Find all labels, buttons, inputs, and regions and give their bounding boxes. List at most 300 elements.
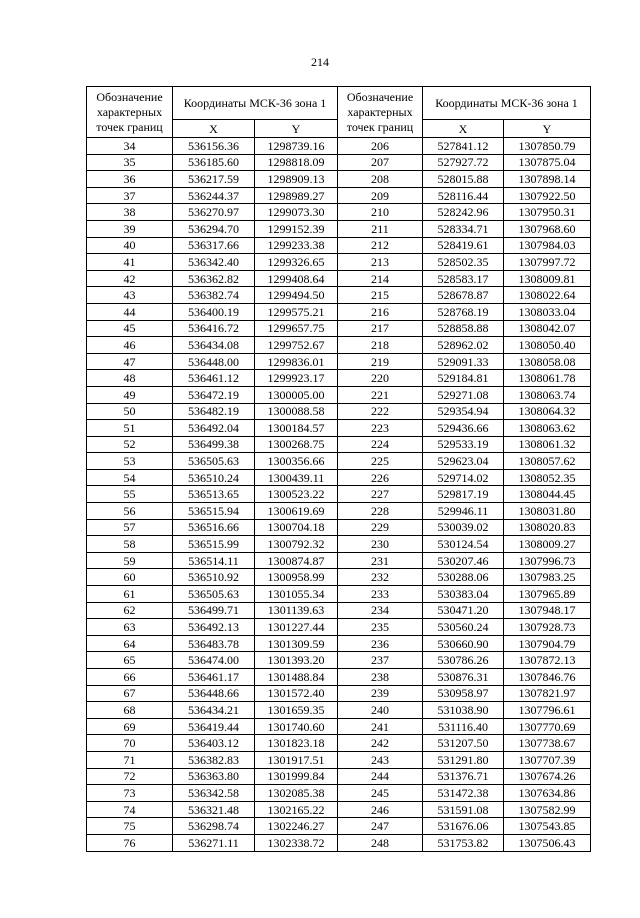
cell-y-right: 1308057.62 xyxy=(504,453,591,470)
cell-y-right: 1308022.64 xyxy=(504,287,591,304)
cell-x-left: 536271.11 xyxy=(173,834,255,851)
cell-x-left: 536474.00 xyxy=(173,652,255,669)
cell-x-left: 536510.92 xyxy=(173,569,255,586)
cell-y-right: 1308063.74 xyxy=(504,386,591,403)
cell-x-left: 536434.21 xyxy=(173,702,255,719)
cell-point-left: 47 xyxy=(87,353,173,370)
cell-y-left: 1301823.18 xyxy=(255,735,338,752)
cell-x-left: 536515.99 xyxy=(173,536,255,553)
cell-x-right: 530207.46 xyxy=(423,552,504,569)
cell-y-right: 1308009.27 xyxy=(504,536,591,553)
table-row xyxy=(87,619,591,636)
cell-point-right: 218 xyxy=(338,337,423,354)
cell-y-right: 1308063.62 xyxy=(504,420,591,437)
cell-point-left: 65 xyxy=(87,652,173,669)
cell-y-right: 1307707.39 xyxy=(504,751,591,768)
cell-y-left: 1301393.20 xyxy=(255,652,338,669)
cell-point-right: 241 xyxy=(338,718,423,735)
cell-x-left: 536434.08 xyxy=(173,337,255,354)
cell-point-left: 75 xyxy=(87,818,173,835)
cell-point-left: 64 xyxy=(87,635,173,652)
cell-y-left: 1299073.30 xyxy=(255,204,338,221)
table-row xyxy=(87,735,591,752)
cell-y-right: 1308064.32 xyxy=(504,403,591,420)
cell-y-left: 1302085.38 xyxy=(255,785,338,802)
cell-x-left: 536482.19 xyxy=(173,403,255,420)
cell-y-right: 1307850.79 xyxy=(504,138,591,155)
cell-point-right: 225 xyxy=(338,453,423,470)
cell-x-left: 536448.00 xyxy=(173,353,255,370)
cell-point-left: 68 xyxy=(87,702,173,719)
cell-x-right: 527927.72 xyxy=(423,154,504,171)
cell-y-right: 1307898.14 xyxy=(504,171,591,188)
cell-y-left: 1300356.66 xyxy=(255,453,338,470)
cell-point-left: 63 xyxy=(87,619,173,636)
cell-x-right: 531207.50 xyxy=(423,735,504,752)
table-row xyxy=(87,635,591,652)
cell-y-left: 1301740.60 xyxy=(255,718,338,735)
cell-x-right: 527841.12 xyxy=(423,138,504,155)
cell-x-right: 528419.61 xyxy=(423,237,504,254)
cell-y-right: 1307634.86 xyxy=(504,785,591,802)
header-y-left: Y xyxy=(255,120,338,138)
cell-x-right: 528858.88 xyxy=(423,320,504,337)
table-body xyxy=(87,138,591,852)
header-point-left: Обозначение характерных точек границ xyxy=(87,87,173,138)
cell-point-right: 246 xyxy=(338,801,423,818)
header-y-right: Y xyxy=(504,120,591,138)
cell-x-left: 536321.48 xyxy=(173,801,255,818)
table-row xyxy=(87,138,591,155)
cell-point-right: 223 xyxy=(338,420,423,437)
cell-point-left: 49 xyxy=(87,386,173,403)
header-x-left: X xyxy=(173,120,255,138)
cell-y-left: 1299575.21 xyxy=(255,303,338,320)
cell-y-right: 1308031.80 xyxy=(504,503,591,520)
cell-y-left: 1302246.27 xyxy=(255,818,338,835)
cell-x-left: 536403.12 xyxy=(173,735,255,752)
cell-x-left: 536156.36 xyxy=(173,138,255,155)
cell-point-right: 226 xyxy=(338,469,423,486)
cell-x-right: 531038.90 xyxy=(423,702,504,719)
cell-y-left: 1298739.16 xyxy=(255,138,338,155)
cell-y-left: 1299494.50 xyxy=(255,287,338,304)
table-row xyxy=(87,320,591,337)
cell-y-right: 1308033.04 xyxy=(504,303,591,320)
cell-x-left: 536342.58 xyxy=(173,785,255,802)
cell-point-right: 239 xyxy=(338,685,423,702)
table-row xyxy=(87,818,591,835)
cell-x-right: 531472.38 xyxy=(423,785,504,802)
cell-point-right: 235 xyxy=(338,619,423,636)
cell-y-left: 1301139.63 xyxy=(255,602,338,619)
cell-x-right: 528768.19 xyxy=(423,303,504,320)
cell-point-right: 243 xyxy=(338,751,423,768)
cell-x-right: 529714.02 xyxy=(423,469,504,486)
cell-y-left: 1301055.34 xyxy=(255,586,338,603)
cell-point-left: 35 xyxy=(87,154,173,171)
table-row xyxy=(87,171,591,188)
cell-x-left: 536270.97 xyxy=(173,204,255,221)
table-row xyxy=(87,519,591,536)
cell-y-right: 1307948.17 xyxy=(504,602,591,619)
cell-y-left: 1299836.01 xyxy=(255,353,338,370)
cell-x-right: 531116.40 xyxy=(423,718,504,735)
cell-x-right: 529946.11 xyxy=(423,503,504,520)
cell-x-left: 536499.71 xyxy=(173,602,255,619)
cell-y-right: 1307983.25 xyxy=(504,569,591,586)
table-row xyxy=(87,270,591,287)
cell-point-right: 221 xyxy=(338,386,423,403)
cell-x-left: 536492.13 xyxy=(173,619,255,636)
cell-x-right: 531753.82 xyxy=(423,834,504,851)
cell-y-left: 1299152.39 xyxy=(255,220,338,237)
cell-x-right: 528678.87 xyxy=(423,287,504,304)
cell-point-right: 232 xyxy=(338,569,423,586)
cell-x-right: 528962.02 xyxy=(423,337,504,354)
table-row xyxy=(87,751,591,768)
cell-point-right: 207 xyxy=(338,154,423,171)
cell-x-right: 529817.19 xyxy=(423,486,504,503)
cell-point-left: 61 xyxy=(87,586,173,603)
cell-point-right: 220 xyxy=(338,370,423,387)
cell-point-left: 58 xyxy=(87,536,173,553)
cell-y-left: 1300792.32 xyxy=(255,536,338,553)
cell-point-right: 211 xyxy=(338,220,423,237)
cell-x-right: 529184.81 xyxy=(423,370,504,387)
cell-point-left: 71 xyxy=(87,751,173,768)
cell-point-right: 214 xyxy=(338,270,423,287)
table-row xyxy=(87,785,591,802)
cell-x-left: 536492.04 xyxy=(173,420,255,437)
cell-y-left: 1300005.00 xyxy=(255,386,338,403)
cell-point-right: 237 xyxy=(338,652,423,669)
cell-x-left: 536472.19 xyxy=(173,386,255,403)
cell-y-right: 1307950.31 xyxy=(504,204,591,221)
header-coords-left: Координаты МСК-36 зона 1 xyxy=(173,87,338,120)
table-row xyxy=(87,287,591,304)
cell-y-right: 1308020.83 xyxy=(504,519,591,536)
cell-y-right: 1307770.69 xyxy=(504,718,591,735)
cell-point-left: 36 xyxy=(87,171,173,188)
cell-y-right: 1307928.73 xyxy=(504,619,591,636)
cell-y-left: 1300088.58 xyxy=(255,403,338,420)
table-row xyxy=(87,187,591,204)
cell-y-right: 1308052.35 xyxy=(504,469,591,486)
table-row xyxy=(87,503,591,520)
cell-y-left: 1299408.64 xyxy=(255,270,338,287)
cell-x-left: 536362.82 xyxy=(173,270,255,287)
cell-point-left: 46 xyxy=(87,337,173,354)
cell-point-right: 230 xyxy=(338,536,423,553)
cell-x-left: 536483.78 xyxy=(173,635,255,652)
cell-x-left: 536317.66 xyxy=(173,237,255,254)
cell-y-right: 1307821.97 xyxy=(504,685,591,702)
cell-x-left: 536363.80 xyxy=(173,768,255,785)
cell-point-left: 55 xyxy=(87,486,173,503)
cell-y-right: 1308061.78 xyxy=(504,370,591,387)
cell-point-left: 42 xyxy=(87,270,173,287)
cell-x-left: 536448.66 xyxy=(173,685,255,702)
cell-y-left: 1302338.72 xyxy=(255,834,338,851)
cell-point-left: 39 xyxy=(87,220,173,237)
cell-x-right: 530560.24 xyxy=(423,619,504,636)
cell-y-right: 1308042.07 xyxy=(504,320,591,337)
cell-point-left: 60 xyxy=(87,569,173,586)
cell-point-right: 238 xyxy=(338,669,423,686)
cell-point-left: 51 xyxy=(87,420,173,437)
table-row xyxy=(87,768,591,785)
cell-x-right: 530288.06 xyxy=(423,569,504,586)
cell-point-right: 244 xyxy=(338,768,423,785)
cell-y-left: 1298818.09 xyxy=(255,154,338,171)
cell-y-right: 1307875.04 xyxy=(504,154,591,171)
cell-y-left: 1300268.75 xyxy=(255,436,338,453)
cell-x-left: 536461.12 xyxy=(173,370,255,387)
cell-y-left: 1300958.99 xyxy=(255,569,338,586)
cell-point-left: 73 xyxy=(87,785,173,802)
cell-x-left: 536514.11 xyxy=(173,552,255,569)
cell-x-left: 536461.17 xyxy=(173,669,255,686)
cell-point-left: 52 xyxy=(87,436,173,453)
cell-point-right: 227 xyxy=(338,486,423,503)
cell-x-left: 536515.94 xyxy=(173,503,255,520)
cell-x-left: 536510.24 xyxy=(173,469,255,486)
cell-y-left: 1299657.75 xyxy=(255,320,338,337)
table-row xyxy=(87,669,591,686)
cell-x-right: 528116.44 xyxy=(423,187,504,204)
cell-point-right: 210 xyxy=(338,204,423,221)
cell-point-right: 217 xyxy=(338,320,423,337)
cell-x-right: 529354.94 xyxy=(423,403,504,420)
cell-point-left: 48 xyxy=(87,370,173,387)
table-row xyxy=(87,469,591,486)
cell-x-right: 530039.02 xyxy=(423,519,504,536)
cell-x-left: 536499.38 xyxy=(173,436,255,453)
cell-y-right: 1307904.79 xyxy=(504,635,591,652)
table-row xyxy=(87,702,591,719)
cell-x-left: 536382.83 xyxy=(173,751,255,768)
cell-y-left: 1300874.87 xyxy=(255,552,338,569)
cell-x-left: 536294.70 xyxy=(173,220,255,237)
cell-point-right: 209 xyxy=(338,187,423,204)
cell-x-right: 531376.71 xyxy=(423,768,504,785)
cell-x-right: 529091.33 xyxy=(423,353,504,370)
cell-y-right: 1307872.13 xyxy=(504,652,591,669)
header-coords-right: Координаты МСК-36 зона 1 xyxy=(423,87,591,120)
cell-y-right: 1308058.08 xyxy=(504,353,591,370)
cell-x-right: 531591.08 xyxy=(423,801,504,818)
cell-x-right: 530786.26 xyxy=(423,652,504,669)
cell-y-right: 1307922.50 xyxy=(504,187,591,204)
cell-point-left: 34 xyxy=(87,138,173,155)
table-row xyxy=(87,536,591,553)
cell-point-right: 208 xyxy=(338,171,423,188)
cell-x-left: 536342.40 xyxy=(173,254,255,271)
cell-point-left: 67 xyxy=(87,685,173,702)
cell-x-left: 536298.74 xyxy=(173,818,255,835)
cell-point-left: 76 xyxy=(87,834,173,851)
cell-x-left: 536185.60 xyxy=(173,154,255,171)
cell-y-left: 1300704.18 xyxy=(255,519,338,536)
cell-point-left: 45 xyxy=(87,320,173,337)
table-row xyxy=(87,586,591,603)
cell-y-right: 1307582.99 xyxy=(504,801,591,818)
cell-y-right: 1307846.76 xyxy=(504,669,591,686)
cell-point-left: 43 xyxy=(87,287,173,304)
cell-x-right: 529533.19 xyxy=(423,436,504,453)
cell-y-right: 1308050.40 xyxy=(504,337,591,354)
header-x-right: X xyxy=(423,120,504,138)
cell-x-right: 528015.88 xyxy=(423,171,504,188)
cell-x-right: 530383.04 xyxy=(423,586,504,603)
page-number: 214 xyxy=(311,55,329,69)
cell-y-left: 1301999.84 xyxy=(255,768,338,785)
table-row xyxy=(87,386,591,403)
cell-y-left: 1298989.27 xyxy=(255,187,338,204)
cell-y-right: 1307738.67 xyxy=(504,735,591,752)
cell-point-right: 215 xyxy=(338,287,423,304)
cell-y-right: 1307506.43 xyxy=(504,834,591,851)
cell-point-left: 53 xyxy=(87,453,173,470)
cell-point-right: 242 xyxy=(338,735,423,752)
table-row xyxy=(87,337,591,354)
cell-point-left: 57 xyxy=(87,519,173,536)
cell-point-left: 72 xyxy=(87,768,173,785)
cell-y-left: 1301227.44 xyxy=(255,619,338,636)
cell-y-right: 1308061.32 xyxy=(504,436,591,453)
cell-y-left: 1300439.11 xyxy=(255,469,338,486)
cell-y-left: 1301659.35 xyxy=(255,702,338,719)
cell-y-left: 1301572.40 xyxy=(255,685,338,702)
cell-point-right: 233 xyxy=(338,586,423,603)
table-row xyxy=(87,718,591,735)
cell-y-right: 1307996.73 xyxy=(504,552,591,569)
cell-point-left: 62 xyxy=(87,602,173,619)
table-row xyxy=(87,685,591,702)
cell-x-left: 536513.65 xyxy=(173,486,255,503)
cell-y-left: 1300184.57 xyxy=(255,420,338,437)
cell-x-left: 536416.72 xyxy=(173,320,255,337)
cell-x-right: 528334.71 xyxy=(423,220,504,237)
cell-y-left: 1299326.65 xyxy=(255,254,338,271)
cell-x-left: 536382.74 xyxy=(173,287,255,304)
cell-x-left: 536217.59 xyxy=(173,171,255,188)
header-point-right: Обозначение характерных точек границ xyxy=(338,87,423,138)
table-row xyxy=(87,569,591,586)
cell-point-right: 245 xyxy=(338,785,423,802)
cell-point-left: 41 xyxy=(87,254,173,271)
table-row xyxy=(87,436,591,453)
cell-x-left: 536244.37 xyxy=(173,187,255,204)
coordinates-table xyxy=(86,86,591,852)
cell-point-right: 222 xyxy=(338,403,423,420)
cell-point-right: 236 xyxy=(338,635,423,652)
cell-y-left: 1299752.67 xyxy=(255,337,338,354)
cell-x-right: 528502.35 xyxy=(423,254,504,271)
cell-point-right: 248 xyxy=(338,834,423,851)
table-row xyxy=(87,370,591,387)
cell-x-right: 531676.06 xyxy=(423,818,504,835)
cell-x-left: 536400.19 xyxy=(173,303,255,320)
cell-x-left: 536419.44 xyxy=(173,718,255,735)
cell-point-left: 74 xyxy=(87,801,173,818)
cell-point-left: 40 xyxy=(87,237,173,254)
cell-point-left: 66 xyxy=(87,669,173,686)
cell-x-right: 529271.08 xyxy=(423,386,504,403)
table-row xyxy=(87,154,591,171)
cell-x-right: 529623.04 xyxy=(423,453,504,470)
cell-x-left: 536505.63 xyxy=(173,453,255,470)
cell-point-right: 219 xyxy=(338,353,423,370)
cell-y-right: 1307674.26 xyxy=(504,768,591,785)
cell-x-right: 530958.97 xyxy=(423,685,504,702)
table-row xyxy=(87,486,591,503)
table-row xyxy=(87,204,591,221)
cell-x-left: 536505.63 xyxy=(173,586,255,603)
cell-point-left: 59 xyxy=(87,552,173,569)
cell-point-right: 247 xyxy=(338,818,423,835)
cell-y-right: 1307997.72 xyxy=(504,254,591,271)
cell-y-right: 1308009.81 xyxy=(504,270,591,287)
cell-point-right: 240 xyxy=(338,702,423,719)
table-row xyxy=(87,303,591,320)
cell-point-right: 231 xyxy=(338,552,423,569)
table-row xyxy=(87,834,591,851)
table-row xyxy=(87,353,591,370)
cell-x-right: 530660.90 xyxy=(423,635,504,652)
cell-y-right: 1308044.45 xyxy=(504,486,591,503)
cell-point-left: 56 xyxy=(87,503,173,520)
table-row xyxy=(87,552,591,569)
cell-y-right: 1307984.03 xyxy=(504,237,591,254)
cell-point-left: 37 xyxy=(87,187,173,204)
cell-y-left: 1302165.22 xyxy=(255,801,338,818)
cell-y-left: 1301488.84 xyxy=(255,669,338,686)
cell-x-left: 536516.66 xyxy=(173,519,255,536)
table-row xyxy=(87,602,591,619)
cell-point-right: 228 xyxy=(338,503,423,520)
cell-y-right: 1307968.60 xyxy=(504,220,591,237)
cell-point-left: 54 xyxy=(87,469,173,486)
cell-y-right: 1307796.61 xyxy=(504,702,591,719)
cell-x-right: 530876.31 xyxy=(423,669,504,686)
table-row xyxy=(87,237,591,254)
cell-x-right: 530124.54 xyxy=(423,536,504,553)
table-row xyxy=(87,403,591,420)
cell-y-left: 1299233.38 xyxy=(255,237,338,254)
cell-point-right: 229 xyxy=(338,519,423,536)
cell-point-left: 44 xyxy=(87,303,173,320)
cell-point-right: 224 xyxy=(338,436,423,453)
cell-point-right: 213 xyxy=(338,254,423,271)
table-row xyxy=(87,801,591,818)
cell-point-left: 50 xyxy=(87,403,173,420)
table-row xyxy=(87,453,591,470)
cell-y-left: 1298909.13 xyxy=(255,171,338,188)
cell-x-right: 528242.96 xyxy=(423,204,504,221)
cell-point-right: 234 xyxy=(338,602,423,619)
cell-point-right: 212 xyxy=(338,237,423,254)
cell-y-left: 1300523.22 xyxy=(255,486,338,503)
cell-x-right: 528583.17 xyxy=(423,270,504,287)
cell-y-left: 1301309.59 xyxy=(255,635,338,652)
cell-point-left: 69 xyxy=(87,718,173,735)
table-row xyxy=(87,652,591,669)
table-row xyxy=(87,220,591,237)
cell-point-left: 38 xyxy=(87,204,173,221)
cell-x-right: 531291.80 xyxy=(423,751,504,768)
